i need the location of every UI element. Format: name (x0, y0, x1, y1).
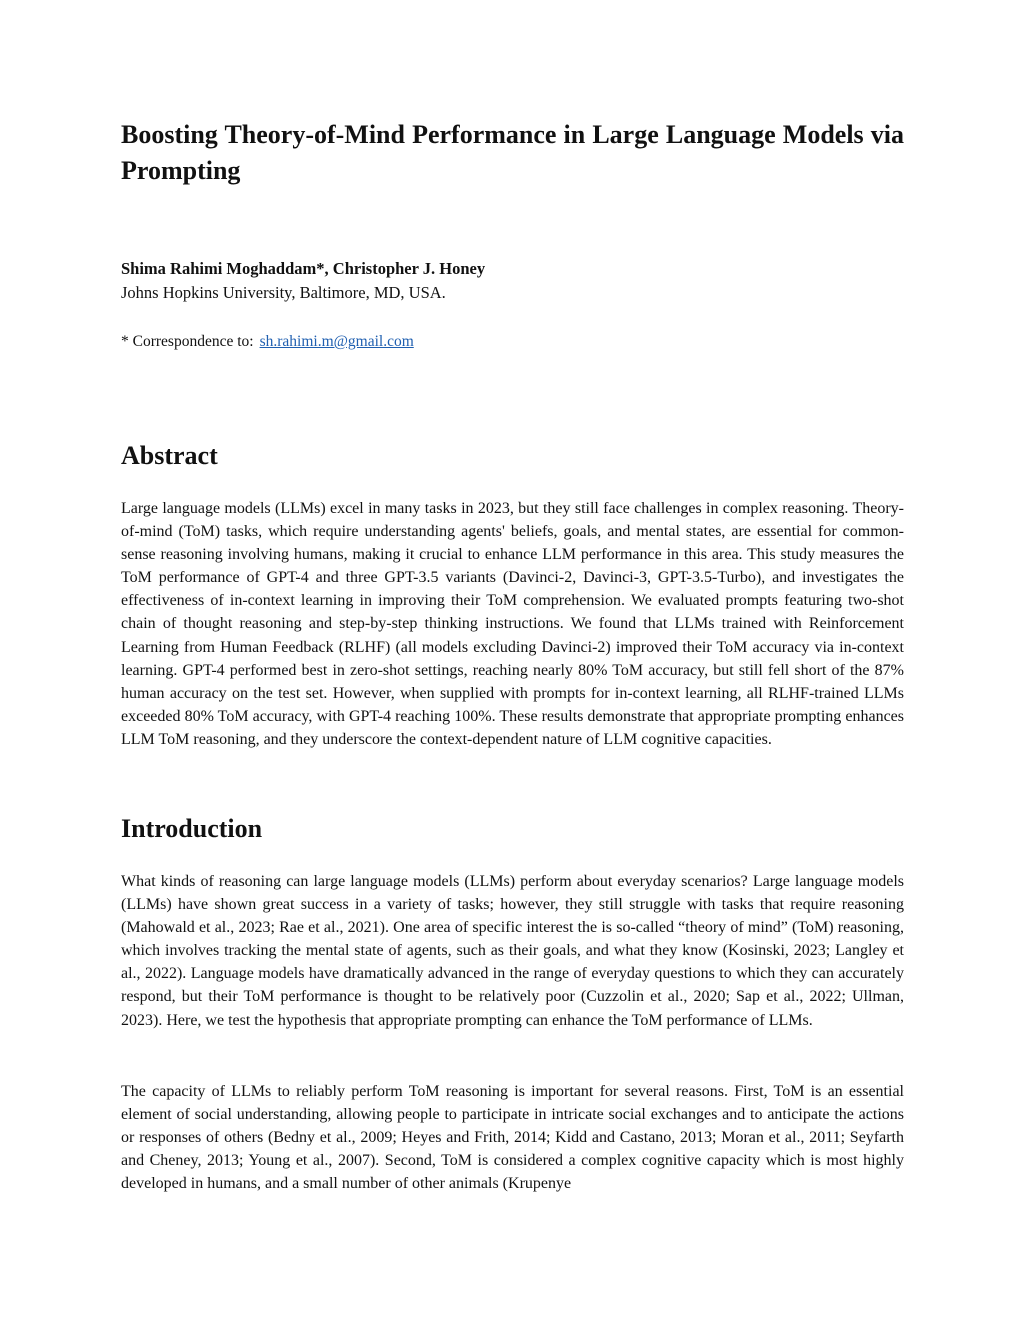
correspondence-label: * Correspondence to: (121, 333, 254, 350)
affiliation: Johns Hopkins University, Baltimore, MD, USA. (121, 283, 446, 302)
introduction-paragraph-2: The capacity of LLMs to reliably perform ToM reasoning is important for several reasons. First, ToM is an essential element of social understanding, allowing people to participate in intricate social exchanges and to anticipate the actions or responses of others (Bedny et al., 2009; Heyes and Frith, 2014; Kidd and Castano, 2013; Moran et al., 2011; Seyfarth and Cheney, 2013; Young et al., 2007). Second, ToM is considered a complex cognitive capacity which is most highly developed in humans, and a small number of other animals (Krupenye (121, 1083, 904, 1193)
correspondence-line (121, 331, 904, 353)
introduction-heading: Introduction (121, 814, 263, 843)
correspondence-email-link[interactable]: sh.rahimi.m@gmail.com (259, 333, 414, 350)
abstract-paragraph: Large language models (LLMs) excel in many tasks in 2023, but they still face challenges in complex reasoning. Theory-of-mind (ToM) tasks, which require understanding agents' beliefs, goals, and mental states, are essential for common-sense reasoning involving humans, making it crucial to enhance LLM performance in this area. This study measures the ToM performance of GPT-4 and three GPT-3.5 variants (Davinci-2, Davinci-3, GPT-3.5-Turbo), and investigates the effectiveness of in-context learning in improving their ToM comprehension. We evaluated prompts featuring two-shot chain of thought reasoning and step-by-step thinking instructions. We found that LLMs trained with Reinforcement Learning from Human Feedback (RLHF) (all models excluding Davinci-2) improved their ToM accuracy via in-context learning. GPT-4 performed best in zero-shot settings, reaching nearly 80% ToM accuracy, but still fell short of the 87% human accuracy on the test set. However, when supplied with prompts for in-context learning, all RLHF-trained LLMs exceeded 80% ToM accuracy, with GPT-4 reaching 100%. These results demonstrate that appropriate prompting enhances LLM ToM reasoning, and they underscore the context-dependent nature of LLM cognitive capacities. (121, 500, 904, 748)
author-list: Shima Rahimi Moghaddam*, Christopher J. Honey (121, 259, 486, 278)
abstract-heading: Abstract (121, 441, 218, 470)
introduction-paragraph-1: What kinds of reasoning can large language models (LLMs) perform about everyday scenarios? Large language models (LLMs) have shown great success in a variety of tasks; however, they still struggle with tasks that require reasoning (Mahowald et al., 2023; Rae et al., 2021). One area of specific interest the is so-called “theory of mind” (ToM) reasoning, which involves tracking the mental state of agents, such as their goals, and what they know (Kosinski, 2023; Langley et al., 2022). Language models have dramatically advanced in the range of everyday questions to which they can accurately respond, but their ToM performance is thought to be relatively poor (Cuzzolin et al., 2020; Sap et al., 2022; Ullman, 2023). Here, we test the hypothesis that appropriate prompting can enhance the ToM performance of LLMs. (121, 873, 904, 1029)
paper-title: Boosting Theory-of-Mind Performance in Large Language Models via Prompting (121, 120, 904, 185)
